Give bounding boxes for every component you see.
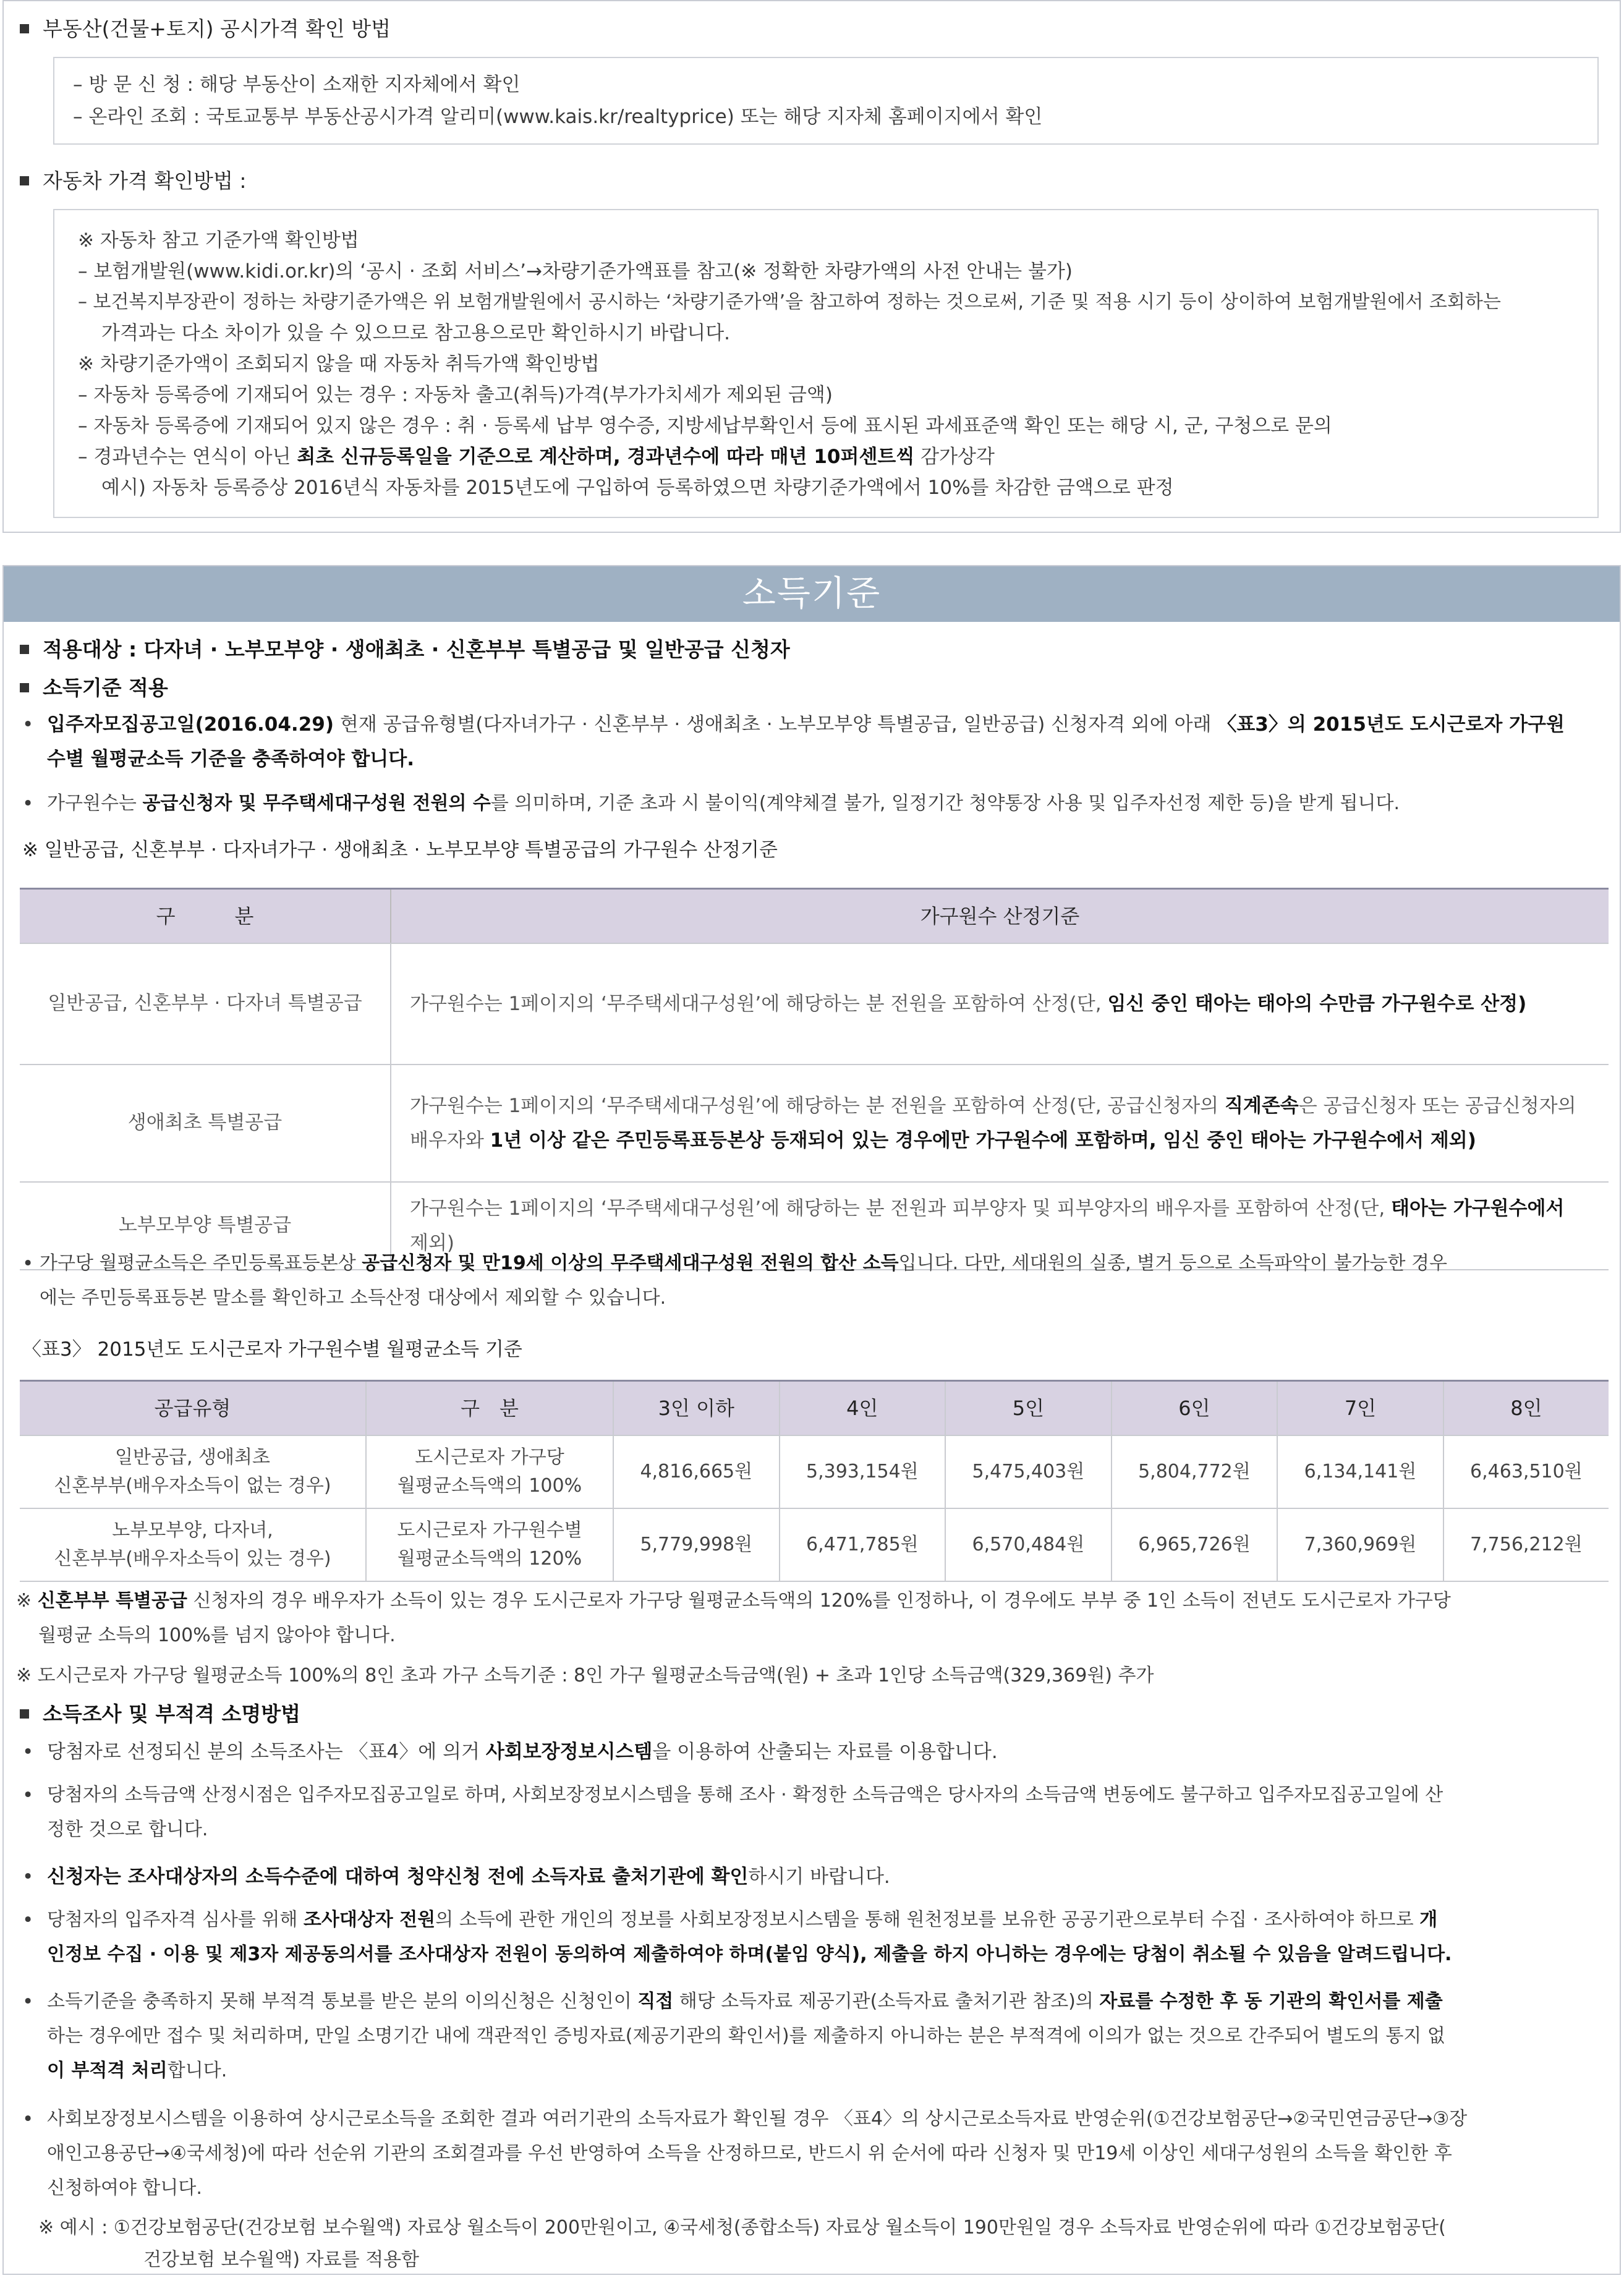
table-row	[20, 1065, 1609, 1182]
survey-bullet-1: • 당첨자로 선정되신 분의 소득조사는 〈표4〉에 의거 사회보장정보시스템을 이용하여 산출되는 자료를 이용합니다.	[22, 1735, 1611, 1769]
visit-line: – 방 문 신 청 : 해당 부동산이 소재한 지자체에서 확인	[73, 74, 521, 96]
survey-heading: 소득조사 및 부적격 소명방법	[20, 1699, 300, 1730]
square-bullet-icon	[20, 176, 29, 185]
car-example: 예시) 자동차 등록증상 2016년식 자동차를 2015년도에 구입하여 등록하였으면 차량기준가액에서 10%를 차감한 금액으로 판정	[101, 477, 1174, 499]
bullet-dot: •	[22, 1252, 34, 1275]
table-header-cell: 구 분	[20, 889, 391, 943]
table-cell: 가구원수는 1페이지의 ‘무주택세대구성원’에 해당하는 분 전원과 피부양자 및 피부양자의 배우자를 포함하여 산정(단, 태아는 가구원수에서 제외)	[391, 1182, 1609, 1270]
table-header-cell: 8인	[1443, 1381, 1609, 1435]
table3-title: 〈표3〉 2015년도 도시근로자 가구원수별 월평균소득 기준	[22, 1338, 522, 1361]
car-line-4: – 자동차 등록증에 기재되어 있지 않은 경우 : 취 · 등록세 납부 영수증, 지방세납부확인서 등에 표시된 과세표준액 확인 또는 해당 시, 군, 구청으로 문의	[78, 415, 1332, 437]
table-cell: 5,393,154원	[780, 1435, 946, 1508]
survey-bullet-2: • 당첨자의 소득금액 산정시점은 입주자모집공고일로 하며, 사회보장정보시스템을 통해 조사 · 확정한 소득금액은 당사자의 소득금액 변동에도 불구하고 입주자모집공고일에 산 정한 것으로 합니다.	[22, 1778, 1611, 1847]
table-header-cell: 3인 이하	[613, 1381, 780, 1435]
bullet-dot: •	[22, 713, 34, 736]
avg-income-bullet: • 가구당 월평균소득은 주민등록표등본상 공급신청자 및 만19세 이상의 무주택세대구성원 전원의 합산 소득입니다. 다만, 세대원의 실종, 별거 등으로 소득파악이 불가능한 경우 에는 주민등록표등본 말소를 확인하고 소득산정 대상에서 제외할 수 있습니다.	[22, 1246, 1611, 1315]
car-line-1: – 보험개발원(www.kidi.or.kr)의 ‘공시 · 조회 서비스’→차량기준가액표를 참고(※ 정확한 차량가액의 사전 안내는 불가)	[78, 260, 1073, 283]
apply-heading: 소득기준 적용	[20, 673, 168, 703]
table-cell: 7,360,969원	[1277, 1508, 1443, 1581]
table-cell: 6,471,785원	[780, 1508, 946, 1581]
bullet-dot: •	[22, 1909, 34, 1931]
table-header-cell: 7인	[1277, 1381, 1443, 1435]
bullet-dot: •	[22, 1784, 34, 1806]
table-cell: 가구원수는 1페이지의 ‘무주택세대구성원’에 해당하는 분 전원을 포함하여 산정(단, 공급신청자의 직계존속은 공급신청자 또는 공급신청자의 배우자와 1년 이상 같은 주민등록표등본상 등재되어 있는 경우에만 가구원수에 포함하며, 임신 중인 태아는 가구원수에서 제외)	[391, 1065, 1609, 1182]
apply-bullet-2: • 가구원수는 공급신청자 및 무주택세대구성원 전원의 수를 의미하며, 기준 초과 시 불이익(계약체결 불가, 일정기간 청약통장 사용 및 입주자선정 제한 등)을 받게 됩니다.	[22, 786, 1611, 821]
table-cell: 5,779,998원	[613, 1508, 780, 1581]
table-cell: 6,134,141원	[1277, 1435, 1443, 1508]
newlywed-note: ※ 신혼부부 특별공급 신청자의 경우 배우자가 소득이 있는 경우 도시근로자 가구당 월평균소득액의 120%를 인정하나, 이 경우에도 부부 중 1인 소득이 전년도 도시근로자 가구당 월평균 소득의 100%를 넘지 않아야 합니다.	[16, 1590, 1451, 1646]
table-row	[20, 1508, 1609, 1581]
table-cell: 6,463,510원	[1443, 1435, 1609, 1508]
example-note: ※ 예시 : ①건강보험공단(건강보험 보수월액) 자료상 월소득이 200만원이고, ④국세청(종합소득) 자료상 월소득이 190만원일 경우 소득자료 반영순위에 따라 ①건강보험공단( 건강보험 보수월액) 자료를 적용함	[38, 2217, 1446, 2271]
table-cell: 도시근로자 가구원수별 월평균소득액의 120%	[366, 1508, 613, 1581]
income-title-banner: 소득기준	[4, 566, 1620, 622]
realestate-heading: 부동산(건물+토지) 공시가격 확인 방법	[20, 14, 391, 45]
table-cell: 생애최초 특별공급	[20, 1065, 391, 1182]
realestate-box	[53, 57, 1599, 145]
bullet-dot: •	[22, 2108, 34, 2130]
car-line-2: – 보건복지부장관이 정하는 차량기준가액은 위 보험개발원에서 공시하는 ‘차량기준가액’을 참고하여 정하는 것으로써, 기준 및 적용 시기 등이 상이하여 보험개발원에서 조회하는	[78, 291, 1501, 313]
car-line-2-cont: 가격과는 다소 차이가 있을 수 있으므로 참고용으로만 확인하시기 바랍니다.	[101, 322, 731, 344]
car-line-3: – 자동차 등록증에 기재되어 있는 경우 : 자동차 출고(취득)가격(부가가치세가 제외된 금액)	[78, 384, 833, 406]
table-cell: 일반공급, 생애최초 신혼부부(배우자소득이 없는 경우)	[20, 1435, 366, 1508]
table-header-cell: 가구원수 산정기준	[391, 889, 1609, 943]
table-cell: 7,756,212원	[1443, 1508, 1609, 1581]
car-box	[53, 209, 1599, 518]
table-header-row	[20, 1381, 1609, 1435]
survey-bullet-5: • 소득기준을 충족하지 못해 부적격 통보를 받은 분의 이의신청은 신청인이 직접 해당 소득자료 제공기관(소득자료 출처기관 참조)의 자료를 수정한 후 동 기관의 확인서를 제출 하는 경우에만 접수 및 처리하며, 만일 소명기간 내에 객관적인 증빙자료(제공기관의 확인서)를 제출하지 아니하는 분은 부적격에 이의가 없는 것으로 간주되어 별도의 통지 없 이 부적격 처리합니다.	[22, 1984, 1611, 2088]
survey-bullet-6: • 사회보장정보시스템을 이용하여 상시근로소득을 조회한 결과 여러기관의 소득자료가 확인될 경우 〈표4〉의 상시근로소득자료 반영순위(①건강보험공단→②국민연금공단→③장 애인고용공단→④국세청)에 따라 선순위 기관의 조회결과를 우선 반영하여 소득을 산정하므로, 반드시 위 순서에 따라 신청자 및 만19세 이상인 세대구성원의 소득을 확인한 후 신청하여야 합니다.	[22, 2102, 1611, 2206]
table-cell: 도시근로자 가구당 월평균소득액의 100%	[366, 1435, 613, 1508]
survey-bullet-4: • 당첨자의 입주자격 심사를 위해 조사대상자 전원의 소득에 관한 개인의 정보를 사회보장정보시스템을 통해 원천정보를 보유한 공공기관으로부터 수집 · 조사하여야 하므로 개 인정보 수집 · 이용 및 제3자 제공동의서를 조사대상자 전원이 동의하여 제출하여야 하며(붙임 양식), 제출을 하지 아니하는 경우에는 당첨이 취소될 수 있음을 알려드립니다.	[22, 1903, 1611, 1972]
car-heading: 자동차 가격 확인방법 :	[20, 166, 247, 197]
square-bullet-icon	[20, 1709, 29, 1719]
table-cell: 6,570,484원	[945, 1508, 1112, 1581]
household-note-heading: ※ 일반공급, 신혼부부 · 다자녀가구 · 생애최초 · 노부모부양 특별공급의 가구원수 산정기준	[22, 839, 778, 861]
household-count-table	[20, 888, 1609, 1270]
table-row	[20, 943, 1609, 1065]
table-cell: 5,804,772원	[1112, 1435, 1278, 1508]
table-header-row	[20, 889, 1609, 943]
table-row	[20, 1435, 1609, 1508]
apply-bullet-1: • 입주자모집공고일(2016.04.29) 현재 공급유형별(다자녀가구 · 신혼부부 · 생애최초 · 노부모부양 특별공급, 일반공급) 신청자격 외에 아래 〈표3〉의 2015년도 도시근로자 가구원 수별 월평균소득 기준을 충족하여야 합니다.	[22, 707, 1611, 776]
table-cell: 4,816,665원	[613, 1435, 780, 1508]
square-bullet-icon	[20, 683, 29, 692]
income-section	[2, 565, 1621, 2275]
online-line: – 온라인 조회 : 국토교통부 부동산공시가격 알리미(www.kais.kr/realtyprice) 또는 해당 지자체 홈페이지에서 확인	[73, 106, 1043, 128]
income-standard-table	[20, 1380, 1609, 1582]
square-bullet-icon	[20, 645, 29, 654]
table-header-cell: 공급유형	[20, 1381, 366, 1435]
car-note-1: ※ 자동차 참고 기준가액 확인방법	[78, 229, 359, 252]
table-header-cell: 6인	[1112, 1381, 1278, 1435]
bullet-dot: •	[22, 1741, 34, 1763]
square-bullet-icon	[20, 24, 29, 33]
table-header-cell: 4인	[780, 1381, 946, 1435]
table-cell: 6,965,726원	[1112, 1508, 1278, 1581]
depreciation-line: – 경과년수는 연식이 아닌 최초 신규등록일을 기준으로 계산하며, 경과년수에 따라 매년 10퍼센트씩 감가상각	[78, 446, 995, 468]
table-cell: 노부모부양, 다자녀, 신혼부부(배우자소득이 있는 경우)	[20, 1508, 366, 1581]
car-note-2: ※ 차량기준가액이 조회되지 않을 때 자동차 취득가액 확인방법	[78, 353, 600, 375]
bullet-dot: •	[22, 1866, 34, 1888]
table-header-cell: 구 분	[366, 1381, 613, 1435]
bullet-dot: •	[22, 1991, 34, 2013]
over8-note: ※ 도시근로자 가구당 월평균소득 100%의 8인 초과 가구 소득기준 : 8인 가구 월평균소득금액(원) + 초과 1인당 소득금액(329,369원) 추가	[16, 1665, 1154, 1686]
table-cell: 노부모부양 특별공급	[20, 1182, 391, 1270]
survey-bullet-3: • 신청자는 조사대상자의 소득수준에 대하여 청약신청 전에 소득자료 출처기관에 확인하시기 바랍니다.	[22, 1859, 1611, 1894]
table-cell: 5,475,403원	[945, 1435, 1112, 1508]
price-check-section	[2, 0, 1621, 533]
target-heading: 적용대상 : 다자녀 · 노부모부양 · 생애최초 · 신혼부부 특별공급 및 일반공급 신청자	[20, 634, 790, 665]
table-cell: 가구원수는 1페이지의 ‘무주택세대구성원’에 해당하는 분 전원을 포함하여 산정(단, 임신 중인 태아는 태아의 수만큼 가구원수로 산정)	[391, 943, 1609, 1065]
bullet-dot: •	[22, 793, 34, 815]
table-cell: 일반공급, 신혼부부 · 다자녀 특별공급	[20, 943, 391, 1065]
table-header-cell: 5인	[945, 1381, 1112, 1435]
